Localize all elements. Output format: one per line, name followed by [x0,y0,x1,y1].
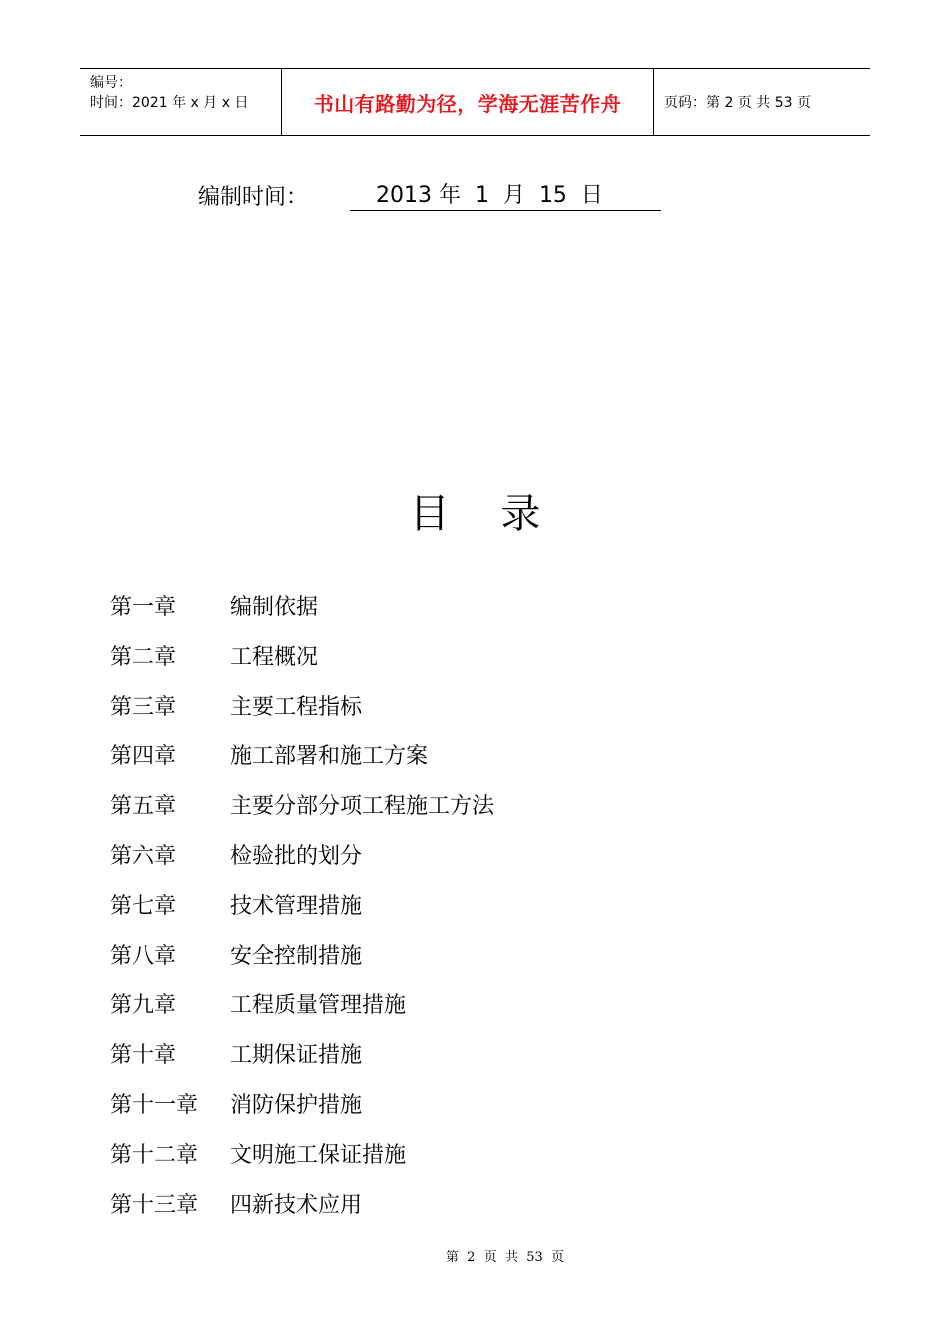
page-footer: 第 2 页 共 53 页 [445,1250,565,1265]
toc-item [110,1088,494,1138]
compile-time-label: 编制时间： [198,185,309,210]
toc-list [110,590,494,1237]
toc-chapter-title: 工程概况 [230,644,319,670]
toc-chapter-title: 工程质量管理措施 [230,993,407,1019]
toc-chapter-number: 第四章 [110,744,177,770]
header-meta-cell [80,69,281,135]
toc-item [110,1038,494,1088]
toc-item [110,839,494,889]
toc-chapter-number: 第五章 [110,794,177,820]
toc-item [110,988,494,1038]
toc-chapter-number: 第十二章 [110,1142,199,1168]
toc-chapter-number: 第一章 [110,595,177,620]
toc-item [110,939,494,989]
toc-chapter-number: 第八章 [110,943,177,969]
toc-chapter-number: 第十一章 [110,1092,199,1118]
toc-chapter-title: 编制依据 [230,595,319,620]
header-motto: 书山有路勤为径，学海无涯苦作舟 [313,91,622,116]
toc-chapter-title: 四新技术应用 [230,1192,363,1218]
toc-item [110,789,494,839]
compile-time-value: 2013 年 1 月 15 日 [350,178,661,211]
header-page-info: 页码：第 2 页 共 53 页 [664,95,811,111]
toc-chapter-title: 检验批的划分 [230,843,363,869]
toc-chapter-title: 安全控制措施 [230,943,363,969]
toc-chapter-number: 第三章 [110,694,177,720]
header-motto-cell [281,69,654,135]
toc-chapter-number: 第十三章 [110,1192,199,1218]
toc-item [110,640,494,690]
toc-title: 目 录 [409,491,541,537]
toc-chapter-number: 第二章 [110,644,177,670]
toc-chapter-title: 主要分部分项工程施工方法 [230,794,495,820]
toc-chapter-title: 文明施工保证措施 [230,1142,407,1168]
page-header-table [80,68,870,136]
document-number-label: 编号： [90,75,132,91]
toc-item [110,889,494,939]
toc-item [110,590,494,640]
compile-time-line [198,178,661,211]
toc-chapter-number: 第七章 [110,893,177,919]
header-page-cell [654,69,870,135]
toc-chapter-title: 施工部署和施工方案 [230,744,429,770]
document-date-label: 时间：2021 年 x 月 x 日 [90,95,249,111]
toc-item [110,690,494,740]
toc-chapter-number: 第六章 [110,843,177,869]
toc-chapter-title: 主要工程指标 [230,694,363,720]
toc-item [110,739,494,789]
toc-chapter-number: 第十章 [110,1043,177,1069]
toc-chapter-title: 工期保证措施 [230,1043,363,1069]
toc-item [110,1188,494,1238]
toc-chapter-title: 消防保护措施 [230,1092,363,1118]
toc-chapter-title: 技术管理措施 [230,893,363,919]
toc-item [110,1138,494,1188]
toc-chapter-number: 第九章 [110,993,177,1019]
